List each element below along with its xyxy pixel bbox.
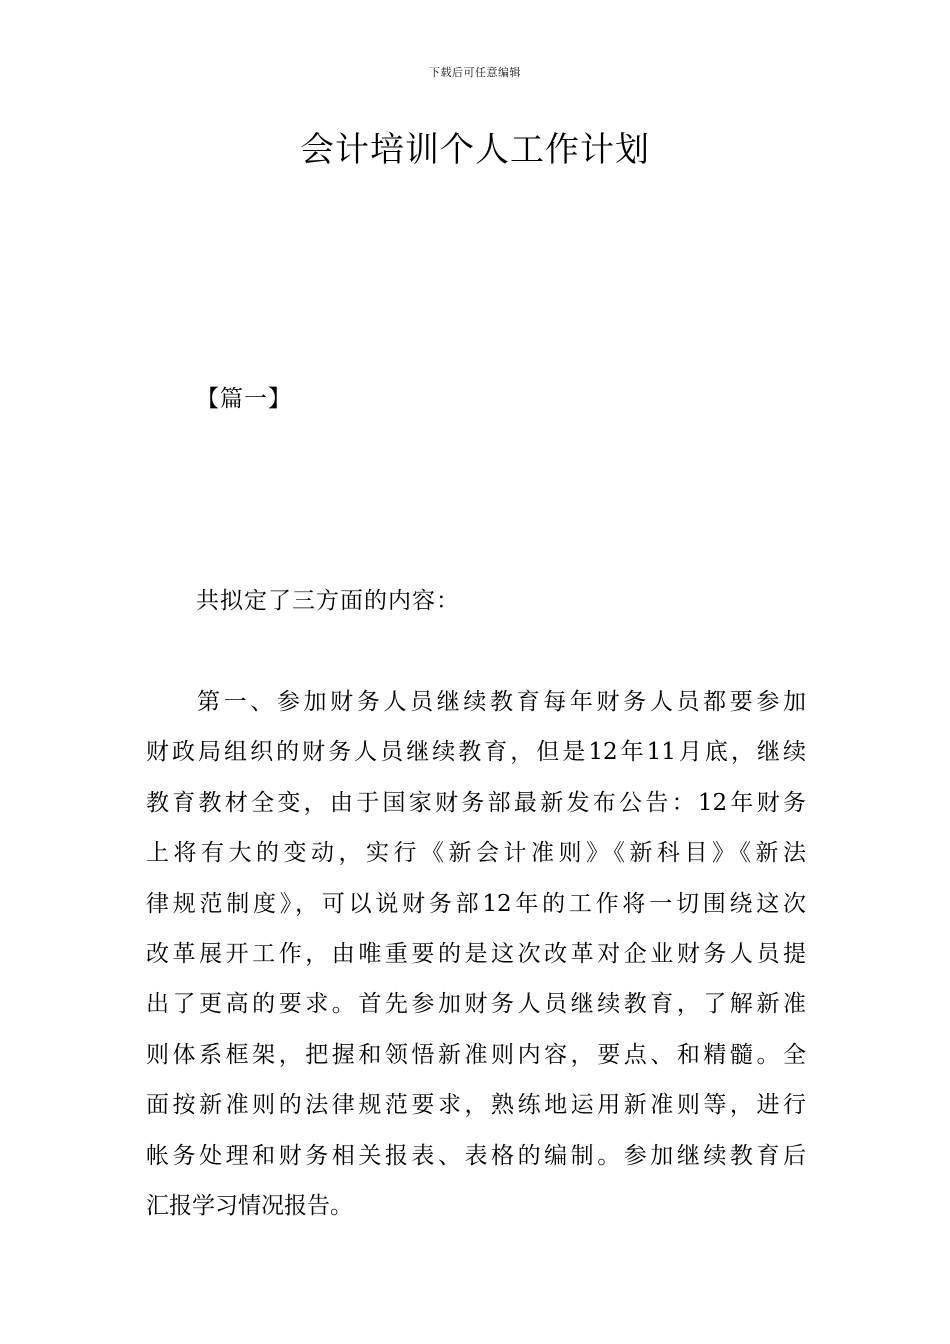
document-title: 会计培训个人工作计划: [300, 130, 650, 170]
paragraph-line: 出了更高的要求。首先参加财务人员继续教育，了解新准: [146, 991, 806, 1018]
paragraph-line: 第一、参加财务人员继续教育每年财务人员都要参加: [197, 689, 806, 715]
intro-paragraph: 共拟定了三方面的内容：: [196, 588, 460, 614]
paragraph-line: 汇报学习情况报告。: [146, 1193, 353, 1220]
paragraph-line: 上将有大的变动，实行《新会计准则》《新科目》《新法: [146, 840, 806, 867]
header-note: 下载后可任意编辑: [429, 66, 521, 79]
paragraph-line: 律规范制度》，可以说财务部12年的工作将一切围绕这次: [146, 890, 806, 917]
paragraph-line: 教育教材全变，由于国家财务部最新发布公告：12年财务: [146, 789, 806, 816]
paragraph-line: 则体系框架，把握和领悟新准则内容，要点、和精髓。全: [146, 1041, 806, 1068]
body-paragraph: [146, 677, 806, 1231]
paragraph-line: 面按新准则的法律规范要求，熟练地运用新准则等，进行: [146, 1092, 806, 1119]
section-label: 【篇一】: [196, 386, 292, 412]
paragraph-line: 帐务处理和财务相关报表、表格的编制。参加继续教育后: [146, 1142, 806, 1169]
paragraph-line: 改革展开工作，由唯重要的是这次改革对企业财务人员提: [146, 941, 806, 968]
paragraph-line: 财政局组织的财务人员继续教育，但是12年11月底，继续: [146, 739, 806, 766]
